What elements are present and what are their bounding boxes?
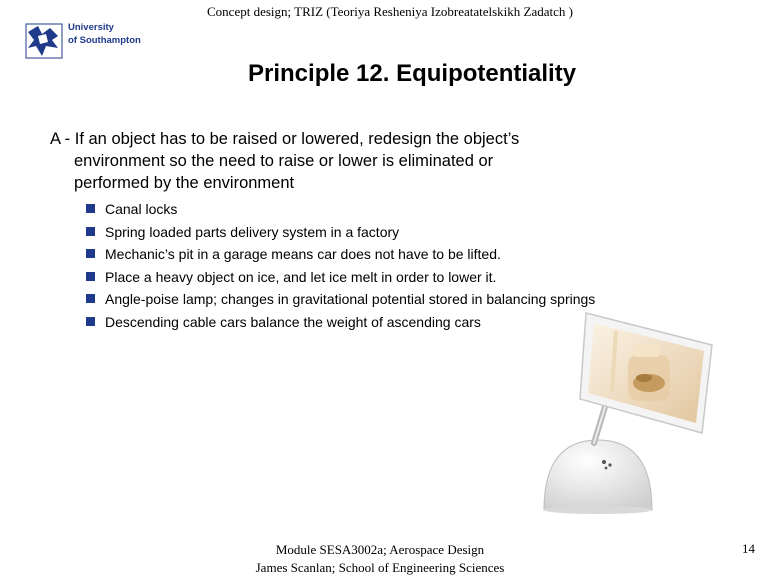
page-number: 14 [742,541,755,556]
bullet-square-icon [86,227,95,236]
list-item-text: Place a heavy object on ice, and let ice melt in order to lower it. [105,268,497,285]
bullet-square-icon [86,294,95,303]
bullet-square-icon [86,317,95,326]
list-item-text: Spring loaded parts delivery system in a factory [105,223,400,240]
list-item-text: Canal locks [105,201,178,217]
footer-module: Module SESA3002a; Aerospace Design [275,542,485,557]
university-seal-icon [24,18,68,62]
footer-author: James Scanlan; School of Engineering Sciences [255,560,505,575]
main-point-line-2: environment so the need to raise or lower is eliminated or [74,152,494,170]
slide-footer [230,541,530,577]
list-item-text: Angle-poise lamp; changes in gravitational potential stored in balancing springs [105,291,596,307]
list-item [86,201,626,217]
main-point [50,128,650,194]
logo-line-1: University [68,22,114,33]
list-item [86,269,626,285]
list-item-text: Mechanic’s pit in a garage means car does not have to be lifted. [105,246,501,262]
university-logo [24,18,154,64]
slide-title: Principle 12. Equipotentiality [248,60,577,87]
list-item-text: Descending cable cars balance the weight of ascending cars [105,313,481,330]
logo-text [68,21,141,47]
slide-header: Concept design; TRIZ (Teoriya Resheniya Izobreatatelskikh Zadatch ) [207,4,573,19]
main-point-line-3: performed by the environment [74,174,295,192]
main-point-line-1: A - If an object has to be raised or lowered, redesign the object’s [50,130,520,148]
angle-poise-computer-lamp-image [536,305,716,520]
list-item [86,224,626,240]
list-item [86,246,626,262]
bullet-square-icon [86,204,95,213]
logo-line-2: of Southampton [68,35,141,46]
bullet-square-icon [86,272,95,281]
bullet-square-icon [86,249,95,258]
